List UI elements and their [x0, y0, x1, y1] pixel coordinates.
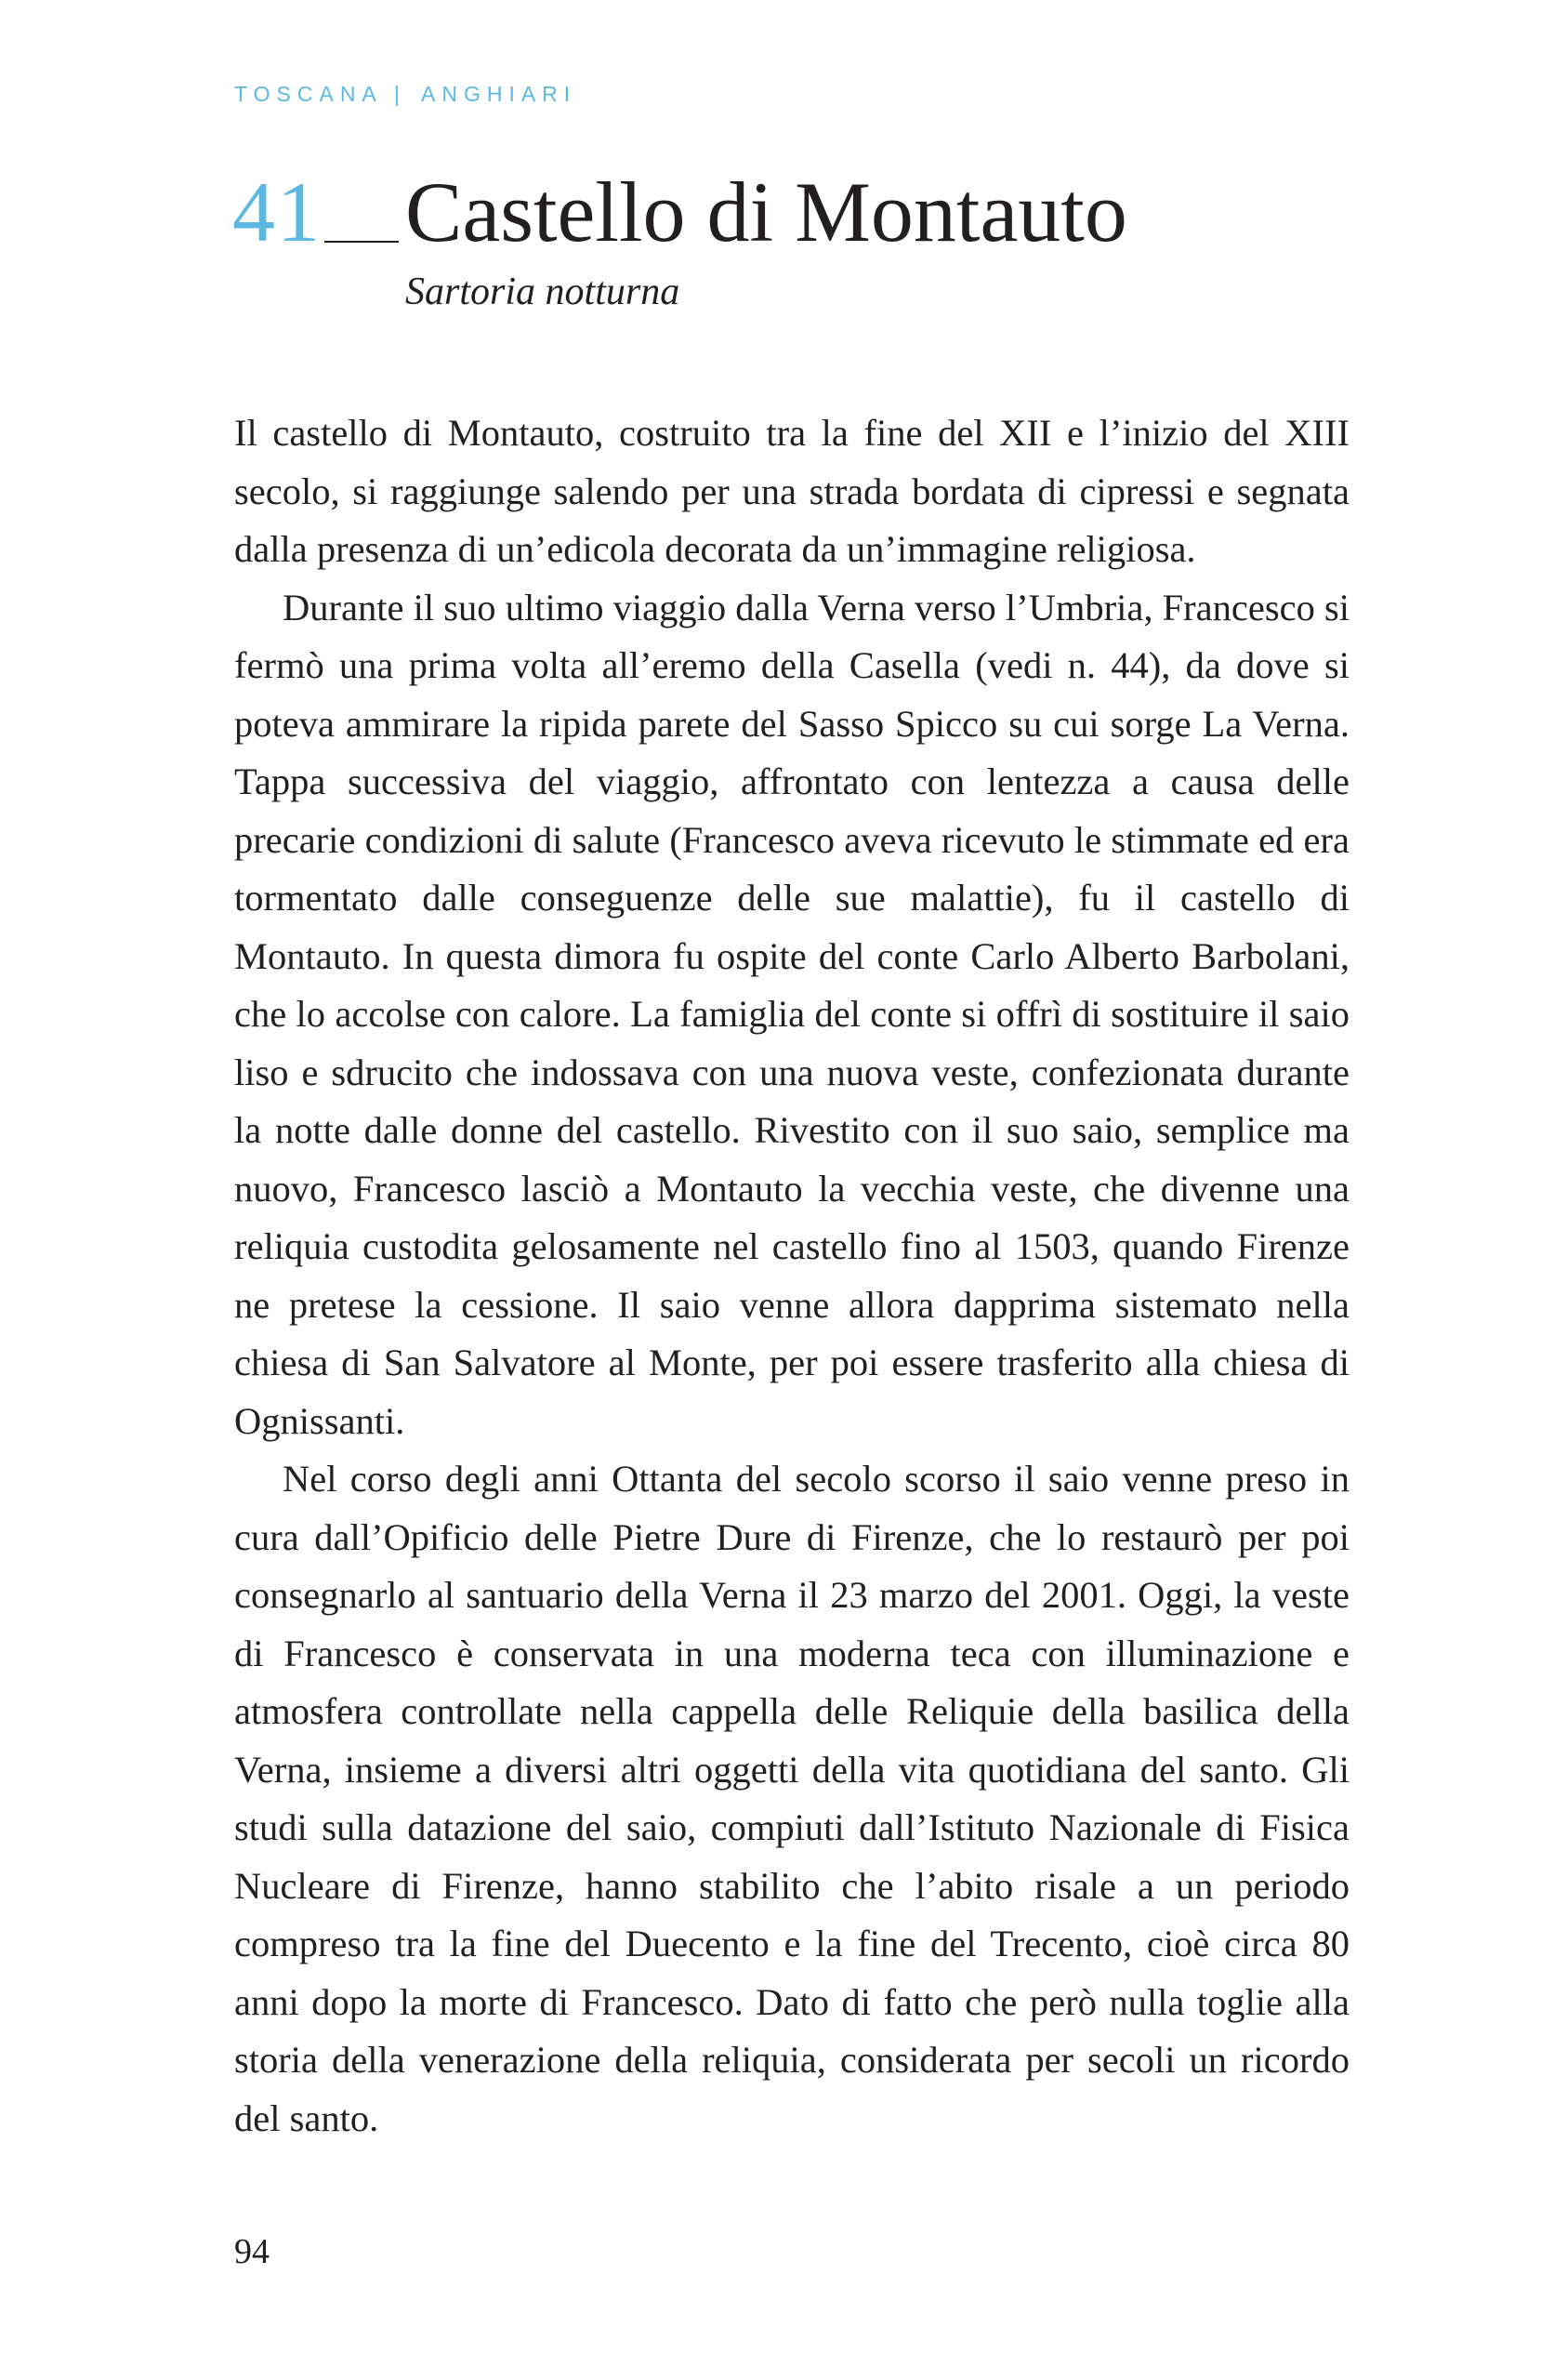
paragraph-1: Il castello di Montauto, costruito tra la fine del XII e l’inizio del XIII secolo, si raggiunge salendo per una strada bordata di cipressi e segnata dalla presenza di un’edicola decorata da un’immagine religiosa. [234, 412, 1350, 570]
chapter-subtitle: Sartoria notturna [405, 271, 680, 313]
page-number: 94 [234, 2232, 270, 2271]
paragraph-2: Durante il suo ultimo viaggio dalla Verna verso l’Umbria, Francesco si fermò una prima volta all’eremo della Casella (vedi n. 44), da dove si poteva ammirare la ripida parete del Sasso Spicco su cui sorge La Verna. Tappa successiva del viaggio, affrontato con lentezza a causa delle precarie condizioni di salute (Francesco aveva ricevuto le stimmate ed era tormentato dalle conseguenze delle sue malattie), fu il castello di Montauto. In questa dimora fu ospite del conte Carlo Alberto Barbolani, che lo accolse con calore. La famiglia del conte si offrì di sostituire il saio liso e sdrucito che indossava con una nuova veste, confezionata durante la notte dalle donne del castello. Rivestito con il suo saio, semplice ma nuovo, Francesco lasciò a Montauto la vecchia veste, che divenne una reliquia custodita gelosamente nel castello fino al 1503, quando Firenze ne pretese la cessione. Il saio venne allora dapprima sistemato nella chiesa di San Salvatore al Monte, per poi essere trasferito alla chiesa di Ognissanti. [234, 586, 1350, 1442]
body-text [234, 404, 1350, 2148]
chapter-heading [232, 158, 1441, 270]
chapter-number: 41 [232, 165, 322, 259]
running-head-separator: | [393, 82, 406, 106]
paragraph-3: Nel corso degli anni Ottanta del secolo scorso il saio venne preso in cura dall’Opificio delle Pietre Dure di Firenze, che lo restaurò per poi consegnarlo al santuario della Verna il 23 marzo del 2001. Oggi, la veste di Francesco è conservata in una moderna teca con illuminazione e atmosfera controllate nella cappella delle Reliquie della basilica della Verna, insieme a diversi altri oggetti della vita quotidiana del santo. Gli studi sulla datazione del saio, compiuti dall’Istituto Nazionale di Fisica Nucleare di Firenze, hanno stabilito che l’abito risale a un periodo compreso tra la fine del Duecento e la fine del Trecento, cioè circa 80 anni dopo la morte di Francesco. Dato di fatto che però nulla toglie alla storia della venerazione della reliquia, considerata per secoli un ricordo del santo. [234, 1458, 1350, 2139]
running-head-place: ANGHIARI [421, 82, 577, 106]
running-head [234, 82, 576, 107]
running-head-region: TOSCANA [234, 82, 382, 106]
chapter-title: Castello di Montauto [405, 165, 1127, 259]
chapter-number-rule [324, 241, 399, 243]
